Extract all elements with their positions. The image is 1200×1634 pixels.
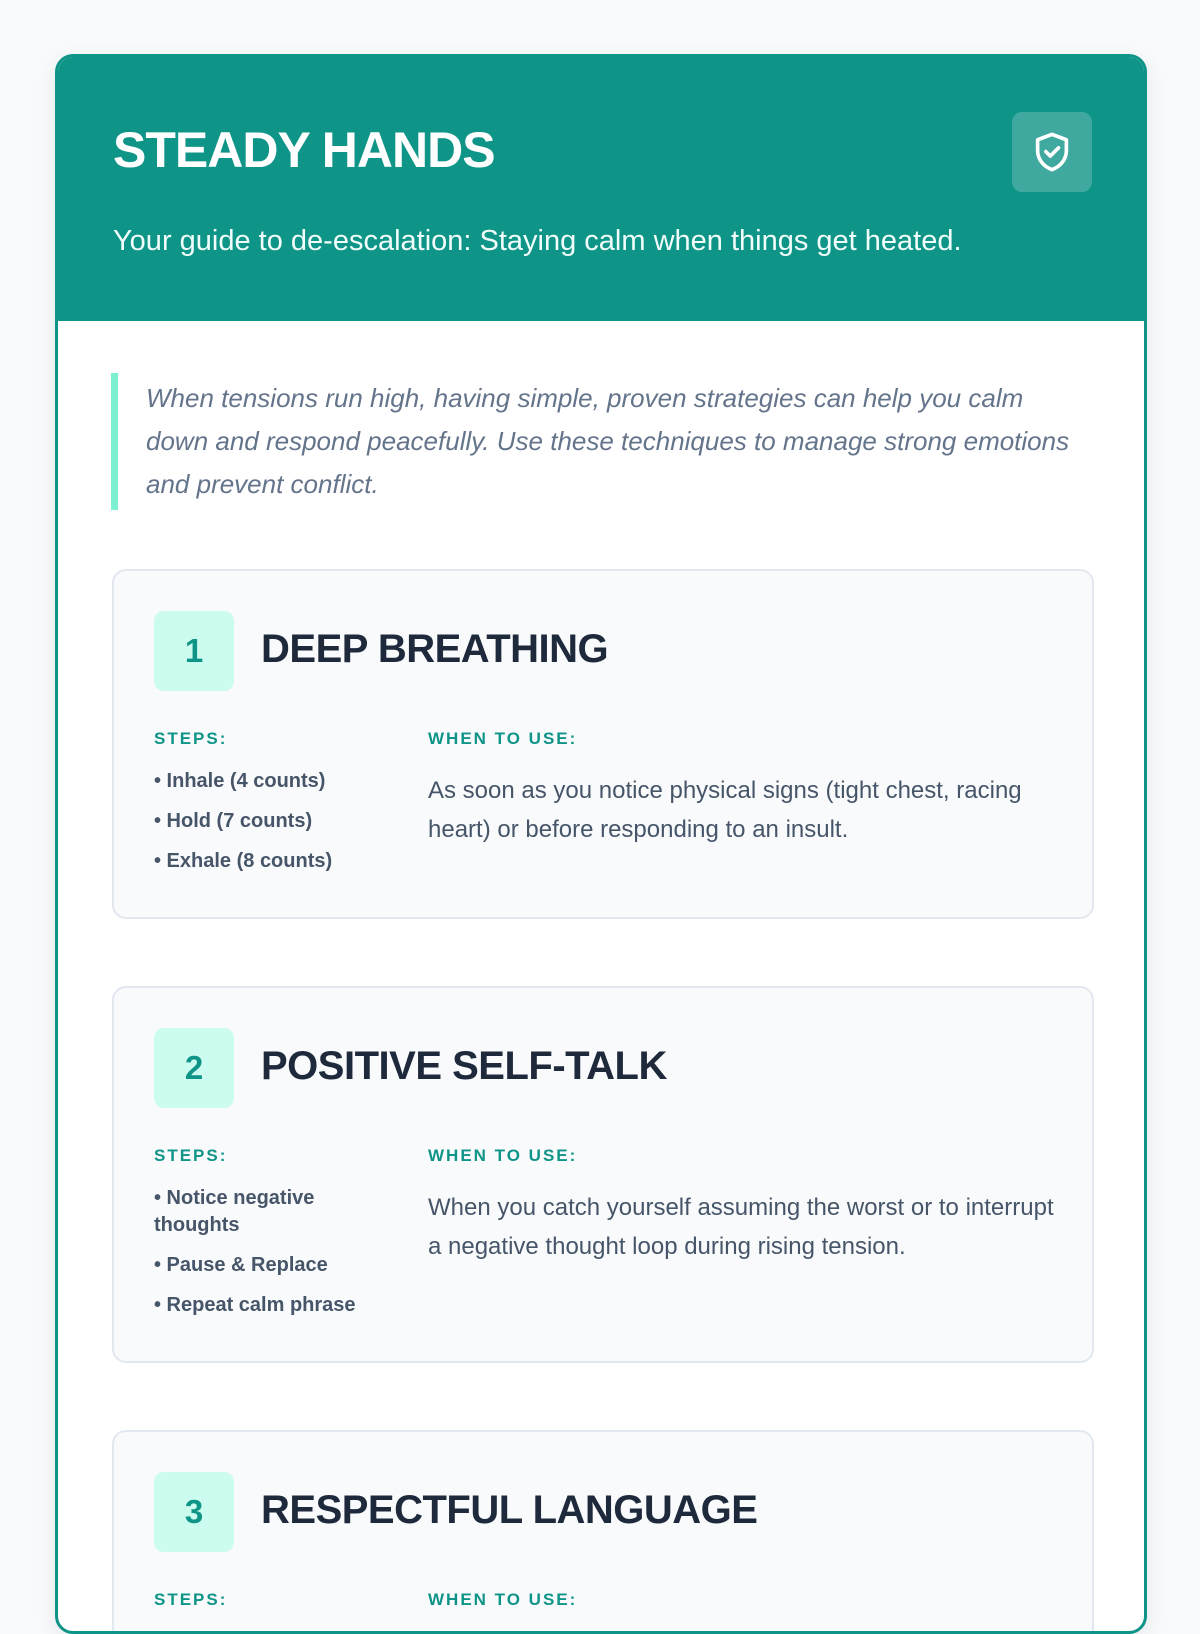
page-title: STEADY HANDS: [113, 122, 495, 178]
page-subtitle: Your guide to de-escalation: Staying calm when things get heated.: [113, 225, 962, 257]
technique-title: DEEP BREATHING: [261, 627, 609, 671]
intro-quote: When tensions run high, having simple, proven strategies can help you calm down and respond peacefully. Use these techniques to manage strong emotions and prevent conflict.: [111, 373, 1071, 510]
steps-label: STEPS:: [154, 729, 228, 748]
step-item: • Repeat calm phrase: [154, 1294, 356, 1316]
technique-number: 3: [154, 1472, 234, 1552]
step-item: • Hold (7 counts): [154, 810, 313, 832]
guide-card: [55, 54, 1147, 1634]
when-label: WHEN TO USE:: [428, 1590, 578, 1609]
step-item: • Notice negative thoughts: [154, 1187, 315, 1236]
shield-check-icon: [1029, 129, 1075, 175]
technique-card: [112, 1430, 1094, 1634]
when-text: When you catch yourself assuming the worst or to interrupt a negative thought loop during rising tension.: [428, 1194, 1054, 1260]
shield-badge: [1012, 112, 1092, 192]
header: [58, 57, 1144, 321]
step-item: • Inhale (4 counts): [154, 770, 326, 792]
when-text: As soon as you notice physical signs (tight chest, racing heart) or before responding to an insult.: [428, 777, 1022, 843]
step-item: • Pause & Replace: [154, 1254, 328, 1276]
when-label: WHEN TO USE:: [428, 729, 578, 748]
steps-label: STEPS:: [154, 1146, 228, 1165]
step-item: • Exhale (8 counts): [154, 850, 333, 872]
technique-title: POSITIVE SELF-TALK: [261, 1044, 667, 1088]
steps-list: [154, 768, 379, 888]
steps-label: STEPS:: [154, 1590, 228, 1609]
technique-title: RESPECTFUL LANGUAGE: [261, 1488, 758, 1532]
technique-number: 1: [154, 611, 234, 691]
technique-number: 2: [154, 1028, 234, 1108]
when-label: WHEN TO USE:: [428, 1146, 578, 1165]
steps-list: [154, 1185, 379, 1332]
technique-card: [112, 569, 1094, 919]
technique-card: [112, 986, 1094, 1363]
